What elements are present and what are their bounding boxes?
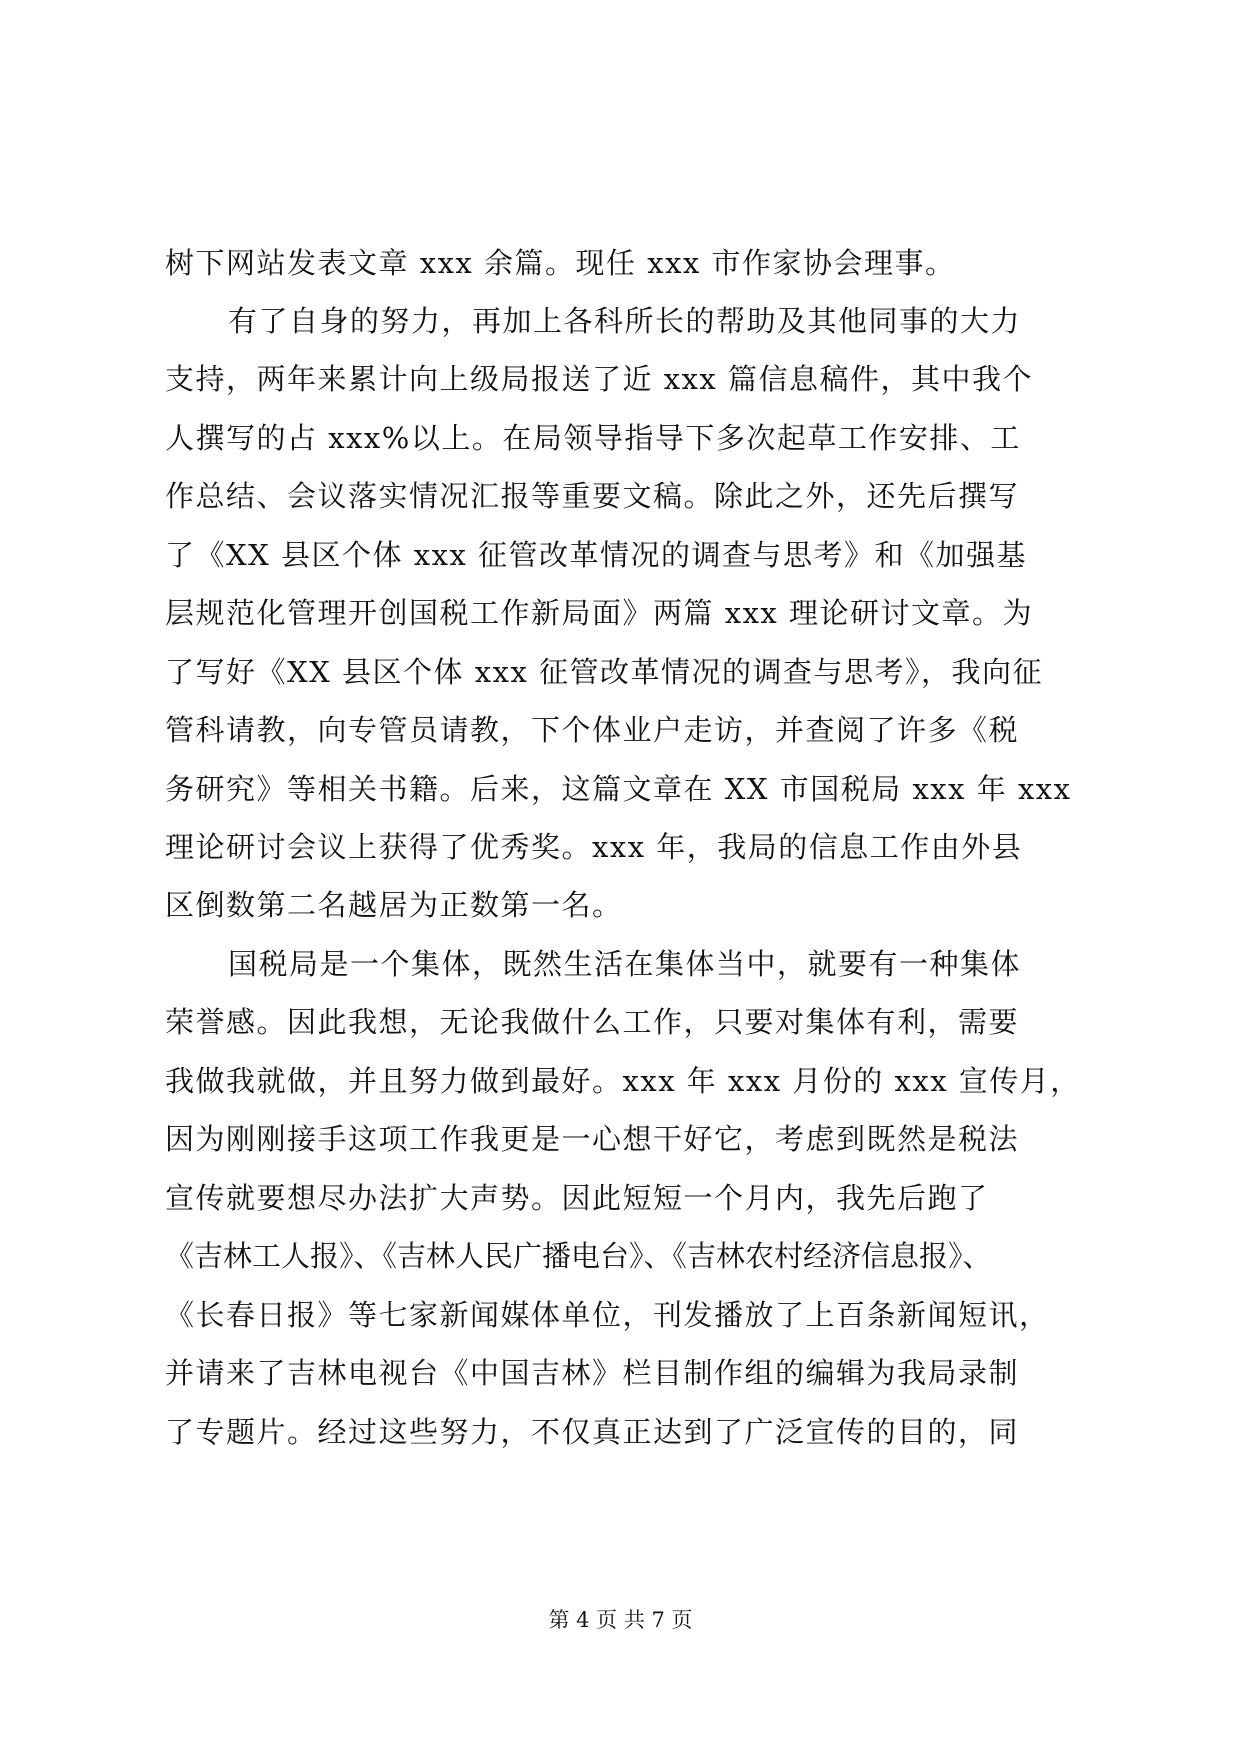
body-line-9: 管科请教，向专管员请教，下个体业户走访，并查阅了许多《税 [165,713,1020,747]
body-line-6: 了《XX 县区个体 xxx 征管改革情况的调查与思考》和《加强基 [165,538,1028,572]
body-line-3: 支持，两年来累计向上级局报送了近 xxx 篇信息稿件，其中我个 [165,362,1034,396]
body-line-2: 有了自身的努力，再加上各科所长的帮助及其他同事的大力 [228,304,1022,338]
body-line-17: 宣传就要想尽办法扩大声势。因此短短一个月内，我先后跑了 [165,1181,989,1215]
body-line-12: 区倒数第二名越居为正数第一名。 [165,888,623,922]
body-line-11: 理论研讨会议上获得了优秀奖。xxx 年，我局的信息工作由外县 [165,830,1023,864]
body-line-10: 务研究》等相关书籍。后来，这篇文章在 XX 市国税局 xxx 年 xxx [165,772,1072,806]
body-line-16: 因为刚刚接手这项工作我更是一心想干好它，考虑到既然是税法 [165,1122,1020,1156]
body-line-4: 人撰写的占 xxx%以上。在局领导指导下多次起草工作安排、工 [165,421,1021,455]
body-line-13: 国税局是一个集体，既然生活在集体当中，就要有一种集体 [228,947,1022,981]
body-line-14: 荣誉感。因此我想，无论我做什么工作，只要对集体有利，需要 [165,1005,1020,1039]
body-line-8: 了写好《XX 县区个体 xxx 征管改革情况的调查与思考》，我向征 [165,655,1044,689]
body-line-7: 层规范化管理开创国税工作新局面》两篇 xxx 理论研讨文章。为 [165,596,1034,630]
body-line-20: 并请来了吉林电视台《中国吉林》栏目制作组的编辑为我局录制 [165,1356,1020,1390]
body-line-5: 作总结、会议落实情况汇报等重要文稿。除此之外，还先后撰写 [165,479,1020,513]
body-line-1: 树下网站发表文章 xxx 余篇。现任 xxx 市作家协会理事。 [165,246,956,280]
body-line-21: 了专题片。经过这些努力，不仅真正达到了广泛宣传的目的，同 [165,1415,1020,1449]
body-line-19: 《长春日报》等七家新闻媒体单位，刊发播放了上百条新闻短讯， [165,1298,1050,1332]
body-line-18: 《吉林工人报》、《吉林人民广播电台》、《吉林农村经济信息报》、 [165,1239,992,1273]
page-number-footer: 第 4 页 共 7 页 [548,1608,693,1632]
body-line-15: 我做我就做，并且努力做到最好。xxx 年 xxx 月份的 xxx 宣传月， [165,1064,1081,1098]
